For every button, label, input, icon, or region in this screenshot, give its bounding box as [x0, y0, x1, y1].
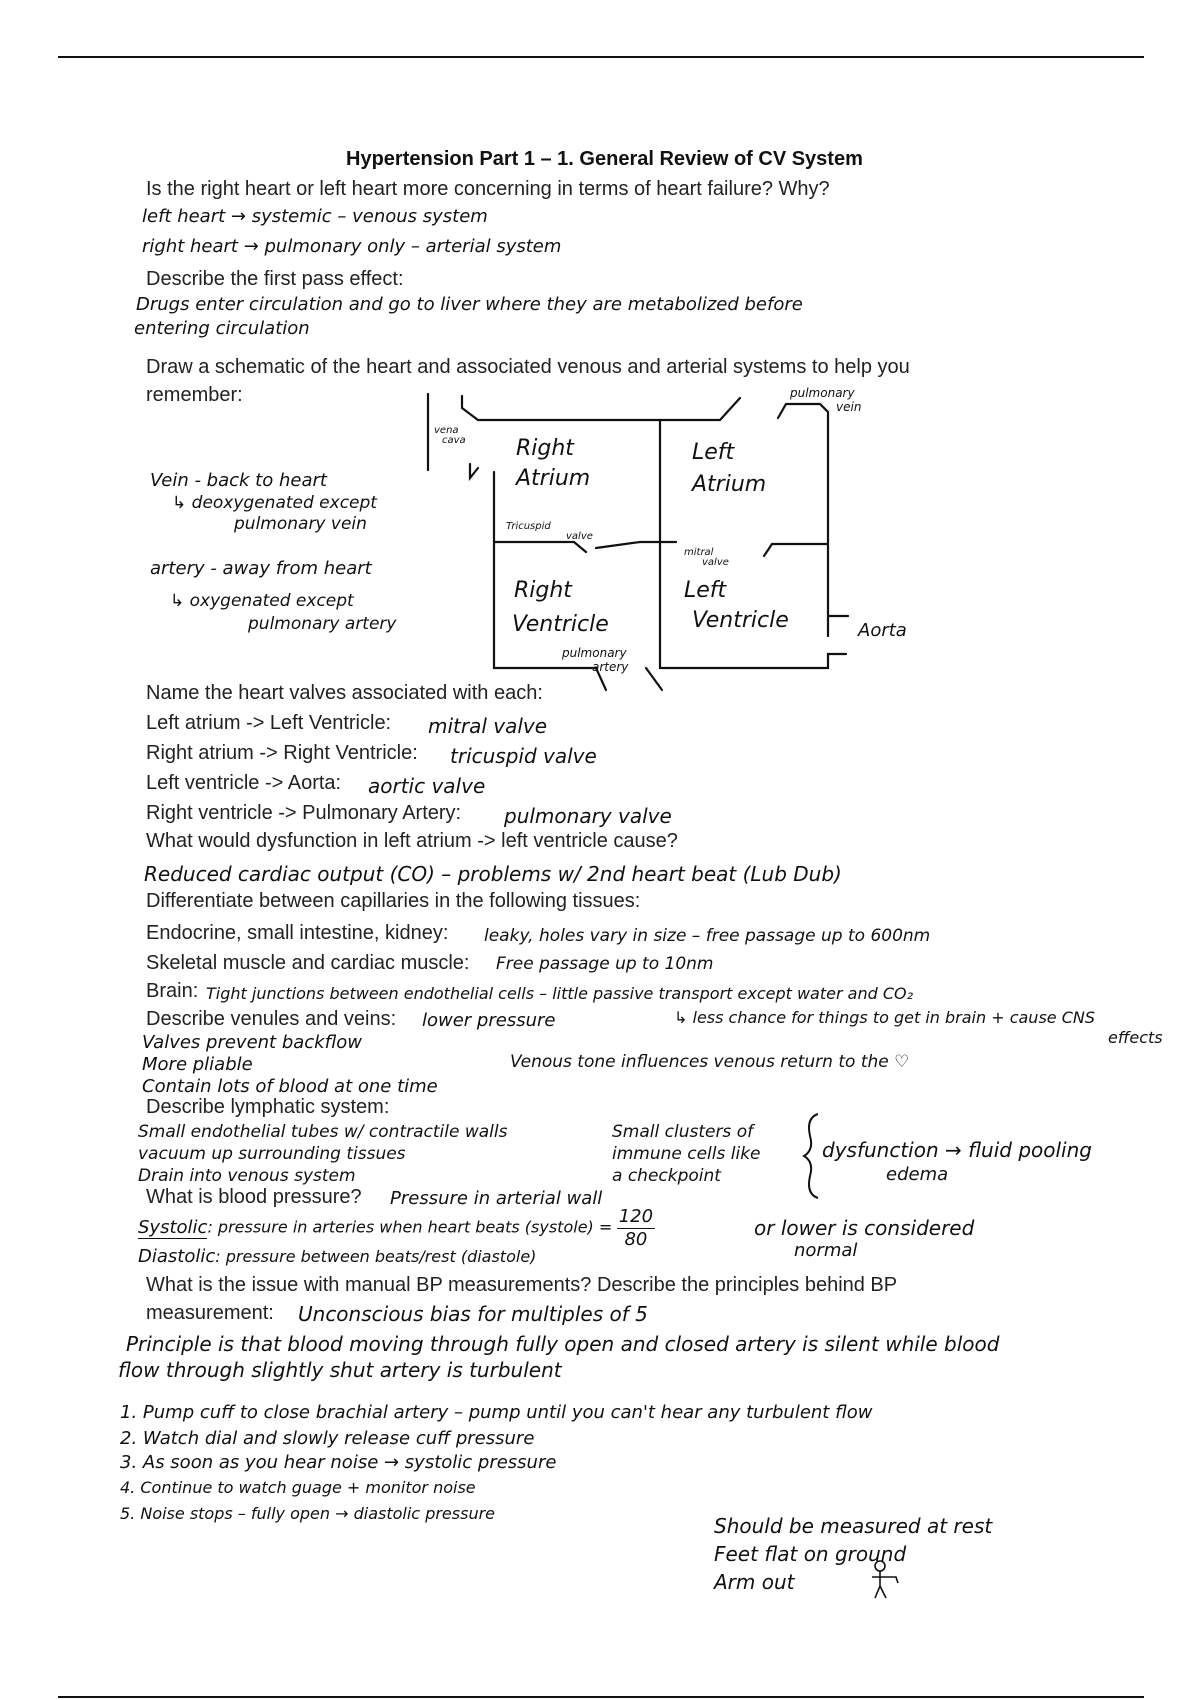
- note-artery-2: ↳ oxygenated except: [170, 591, 354, 611]
- bp-condition-2: Feet flat on ground: [714, 1542, 907, 1566]
- label-left-ventricle-2: Ventricle: [692, 608, 789, 633]
- answer-right-heart: right heart → pulmonary only – arterial system: [142, 236, 562, 257]
- valve-row-label-4: Right ventricle -> Pulmonary Artery:: [146, 802, 462, 824]
- venules-line-3: More pliable: [142, 1054, 253, 1075]
- lymph-right-2: edema: [886, 1164, 949, 1185]
- label-pulmonary-vein-1: pulmonary: [790, 386, 855, 400]
- bp-step-4: 4. Continue to watch guage + monitor noise: [120, 1478, 476, 1497]
- label-pulmonary-artery-2: artery: [592, 660, 629, 674]
- brain-note-1: ↳ less chance for things to get in brain + cause CNS: [674, 1008, 1095, 1027]
- capillary-row-label-2: Skeletal muscle and cardiac muscle:: [146, 952, 470, 974]
- page-title: Hypertension Part 1 – 1. General Review of CV System: [346, 148, 863, 170]
- label-tricuspid-1: Tricuspid: [506, 521, 551, 532]
- capillary-row-label-3: Brain:: [146, 980, 199, 1002]
- bp-step-5: 5. Noise stops – fully open → diastolic pressure: [120, 1504, 495, 1523]
- systolic-text: : pressure in arteries when heart beats (systole) =: [207, 1217, 613, 1237]
- bp-fraction-numerator: 120: [618, 1206, 654, 1227]
- question-manual-bp-1: What is the issue with manual BP measurements? Describe the principles behind BP: [146, 1274, 898, 1296]
- bp-condition-1: Should be measured at rest: [714, 1514, 993, 1538]
- bp-normal-1: or lower is considered: [754, 1216, 975, 1240]
- venules-line-3-side: Venous tone influences venous return to the ♡: [510, 1052, 910, 1072]
- note-vein-1: Vein - back to heart: [150, 470, 327, 491]
- label-vena-cava-1: vena: [434, 425, 459, 436]
- answer-left-heart: left heart → systemic – venous system: [142, 206, 488, 227]
- lymph-mid-1: Small clusters of: [612, 1122, 754, 1142]
- capillary-row-label-1: Endocrine, small intestine, kidney:: [146, 922, 449, 944]
- answer-venules: lower pressure: [422, 1010, 556, 1031]
- question-heart-valves: Name the heart valves associated with each:: [146, 682, 543, 704]
- question-schematic-1: Draw a schematic of the heart and associated venous and arterial systems to help you: [146, 356, 910, 378]
- question-schematic-2: remember:: [146, 384, 243, 406]
- question-blood-pressure: What is blood pressure?: [146, 1186, 362, 1208]
- label-pulmonary-artery-1: pulmonary: [562, 646, 627, 660]
- valve-row-answer-4: pulmonary valve: [504, 804, 672, 828]
- question-dysfunction: What would dysfunction in left atrium -> left ventricle cause?: [146, 830, 678, 852]
- diastolic-label: Diastolic: [138, 1246, 216, 1267]
- question-venules: Describe venules and veins:: [146, 1008, 397, 1030]
- systolic-label: Systolic: [138, 1216, 208, 1238]
- answer-first-pass-1: Drugs enter circulation and go to liver where they are metabolized before: [136, 294, 803, 315]
- note-vein-2: ↳ deoxygenated except: [172, 493, 377, 513]
- lymph-mid-3: a checkpoint: [612, 1166, 721, 1186]
- label-vena-cava-2: cava: [442, 435, 466, 446]
- venules-line-4: Contain lots of blood at one time: [142, 1076, 438, 1097]
- lymph-mid-2: immune cells like: [612, 1144, 761, 1164]
- valve-row-label-3: Left ventricle -> Aorta:: [146, 772, 342, 794]
- lymph-left-2: vacuum up surrounding tissues: [138, 1144, 406, 1164]
- venules-line-2: Valves prevent backflow: [142, 1032, 362, 1053]
- question-capillaries: Differentiate between capillaries in the following tissues:: [146, 890, 641, 912]
- question-first-pass: Describe the first pass effect:: [146, 268, 404, 290]
- bp-condition-3: Arm out: [714, 1570, 795, 1594]
- label-pulmonary-vein-2: vein: [836, 400, 862, 414]
- answer-blood-pressure: Pressure in arterial wall: [390, 1188, 603, 1209]
- answer-manual-bp: Unconscious bias for multiples of 5: [298, 1302, 648, 1326]
- principle-line-2: flow through slightly shut artery is turbulent: [118, 1358, 562, 1382]
- question-manual-bp-2: measurement:: [146, 1302, 274, 1324]
- valve-row-answer-3: aortic valve: [368, 774, 486, 798]
- note-artery-3: pulmonary artery: [248, 614, 397, 634]
- capillary-row-answer-2: Free passage up to 10nm: [496, 954, 714, 974]
- valve-row-answer-1: mitral valve: [428, 714, 548, 738]
- label-aorta: Aorta: [858, 620, 907, 641]
- question-lymphatic: Describe lymphatic system:: [146, 1096, 390, 1118]
- label-right-ventricle-1: Right: [514, 578, 572, 603]
- bp-normal-2: normal: [794, 1240, 858, 1261]
- principle-line-1: Principle is that blood moving through fully open and closed artery is silent while blood: [126, 1332, 1000, 1356]
- diastolic-text: : pressure between beats/rest (diastole): [215, 1247, 537, 1266]
- label-right-atrium-1: Right: [516, 436, 574, 461]
- note-vein-3: pulmonary vein: [234, 514, 367, 534]
- bp-step-3: 3. As soon as you hear noise → systolic pressure: [120, 1452, 557, 1473]
- question-heart-failure: Is the right heart or left heart more concerning in terms of heart failure? Why?: [146, 178, 830, 200]
- valve-row-answer-2: tricuspid valve: [450, 744, 597, 768]
- bp-step-1: 1. Pump cuff to close brachial artery – pump until you can't hear any turbulent flow: [120, 1402, 873, 1423]
- label-tricuspid-2: valve: [566, 531, 593, 542]
- lymph-right-1: dysfunction → fluid pooling: [822, 1138, 1092, 1162]
- valve-row-label-1: Left atrium -> Left Ventricle:: [146, 712, 392, 734]
- label-left-ventricle-1: Left: [684, 578, 727, 603]
- label-mitral-1: mitral: [684, 547, 714, 558]
- lymph-left-1: Small endothelial tubes w/ contractile walls: [138, 1122, 508, 1142]
- label-left-atrium-1: Left: [692, 440, 735, 465]
- answer-first-pass-2: entering circulation: [134, 318, 310, 339]
- note-artery-1: artery - away from heart: [150, 558, 372, 579]
- capillary-row-answer-1: leaky, holes vary in size – free passage up to 600nm: [484, 926, 931, 946]
- lymph-left-3: Drain into venous system: [138, 1166, 356, 1186]
- valve-row-label-2: Right atrium -> Right Ventricle:: [146, 742, 418, 764]
- answer-dysfunction: Reduced cardiac output (CO) – problems w/ 2nd heart beat (Lub Dub): [144, 862, 842, 886]
- label-right-atrium-2: Atrium: [516, 466, 591, 491]
- brain-note-2: effects: [1108, 1028, 1163, 1047]
- label-mitral-2: valve: [702, 557, 729, 568]
- capillary-row-answer-3: Tight junctions between endothelial cells – little passive transport except water and CO₂: [206, 984, 914, 1003]
- bp-step-2: 2. Watch dial and slowly release cuff pressure: [120, 1428, 535, 1449]
- label-left-atrium-2: Atrium: [692, 472, 767, 497]
- bp-fraction-denominator: 80: [624, 1229, 648, 1250]
- label-right-ventricle-2: Ventricle: [512, 612, 609, 637]
